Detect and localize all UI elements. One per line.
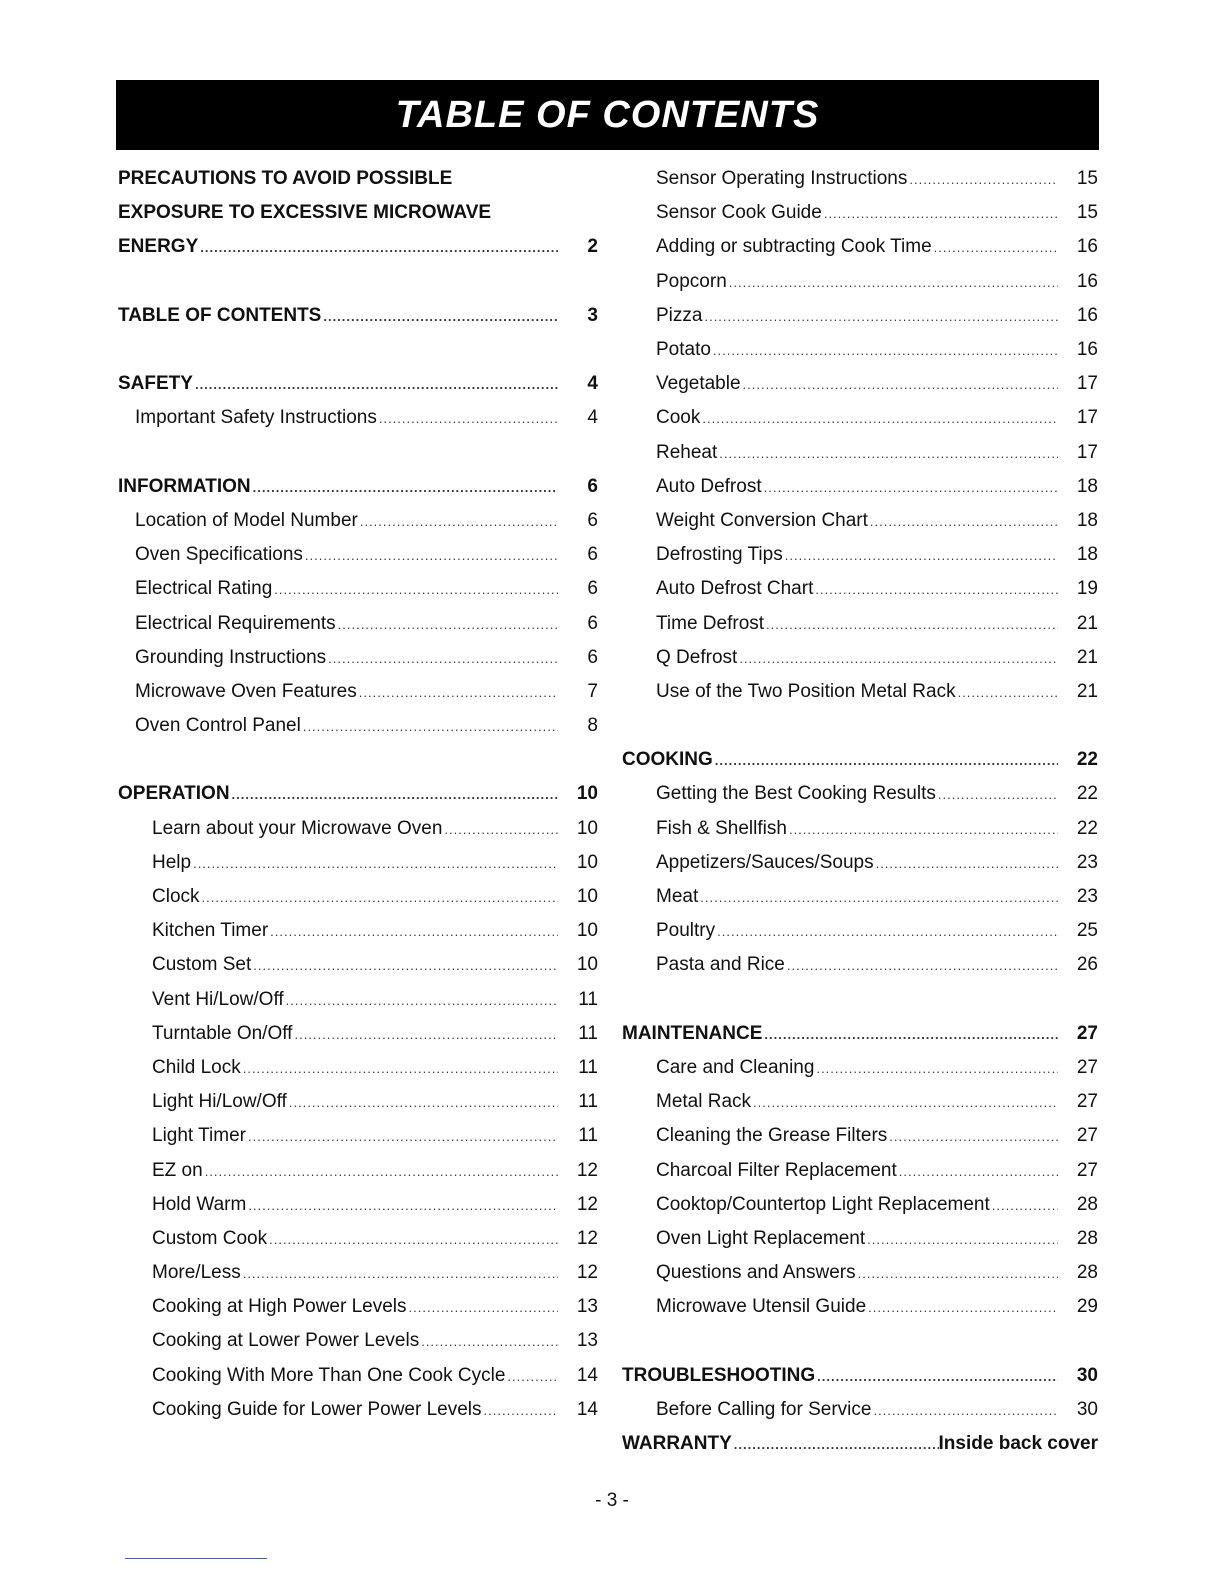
toc-entry[interactable]: [118, 538, 598, 572]
leader-dots: [729, 271, 1058, 293]
leader-dots: [444, 818, 558, 840]
toc-entry[interactable]: [622, 846, 1098, 880]
entry-page: 18: [1076, 544, 1098, 566]
leader-dots: [248, 1125, 558, 1147]
entry-page: 11: [578, 1125, 598, 1147]
entry-page: 16: [1076, 236, 1098, 258]
entry-label: Weight Conversion Chart: [656, 509, 868, 531]
toc-entry[interactable]: [118, 1051, 598, 1085]
entry-label: Potato: [656, 339, 711, 361]
toc-entry[interactable]: [622, 401, 1098, 435]
toc-entry[interactable]: [622, 914, 1098, 948]
entry-label: EXPOSURE TO EXCESSIVE MICROWAVE: [118, 202, 492, 224]
entry-label: Turntable On/Off: [152, 1022, 293, 1044]
entry-label: Kitchen Timer: [152, 920, 269, 942]
entry-page: 18: [1076, 509, 1098, 531]
entry-page: 17: [1076, 441, 1098, 463]
toc-entry[interactable]: [118, 401, 598, 435]
entry-page: Inside back cover: [938, 1433, 1098, 1455]
entry-label: INFORMATION: [118, 475, 251, 497]
leader-dots: [938, 783, 1058, 805]
entry-page: 18: [1076, 475, 1098, 497]
entry-label: Defrosting Tips: [656, 544, 783, 566]
leader-dots: [909, 168, 1058, 190]
leader-dots: [359, 681, 558, 703]
entry-label: Light Timer: [152, 1125, 246, 1147]
toc-entry[interactable]: [118, 1290, 598, 1324]
entry-label: Cooking With More Than One Cook Cycle: [152, 1364, 506, 1386]
toc-entry[interactable]: [118, 846, 598, 880]
entry-page: 6: [587, 509, 598, 531]
toc-entry[interactable]: [622, 812, 1098, 846]
leader-dots: [958, 681, 1058, 703]
leader-dots: [785, 544, 1058, 566]
entry-page: 12: [576, 1159, 598, 1181]
entry-page: 17: [1076, 373, 1098, 395]
leader-dots: [338, 613, 558, 635]
entry-page: 14: [576, 1364, 598, 1386]
leader-dots: [889, 1125, 1058, 1147]
entry-page: 15: [1076, 202, 1098, 224]
toc-entry[interactable]: [622, 265, 1098, 299]
entry-label: Popcorn: [656, 270, 727, 292]
toc-entry[interactable]: [118, 504, 598, 538]
toc-entry[interactable]: [622, 606, 1098, 640]
entry-label: Electrical Requirements: [135, 612, 336, 634]
toc-entry[interactable]: [622, 299, 1098, 333]
toc-entry[interactable]: [118, 709, 598, 743]
leader-dots: [243, 1057, 558, 1079]
toc-entry[interactable]: [118, 1256, 598, 1290]
entry-label: Cleaning the Grease Filters: [656, 1125, 888, 1147]
leader-dots: [858, 1262, 1058, 1284]
entry-label: Oven Light Replacement: [656, 1227, 866, 1249]
entry-label: EZ on: [152, 1159, 203, 1181]
entry-page: 17: [1076, 407, 1098, 429]
entry-label: SAFETY: [118, 373, 193, 395]
toc-header-bar: [116, 80, 1099, 150]
page-title: TABLE OF CONTENTS: [395, 93, 820, 136]
toc-section-warranty[interactable]: [622, 1427, 1098, 1461]
entry-page: 28: [1076, 1227, 1098, 1249]
leader-dots: [816, 1057, 1058, 1079]
entry-page: 12: [576, 1227, 598, 1249]
entry-label: Charcoal Filter Replacement: [656, 1159, 897, 1181]
entry-page: 27: [1076, 1125, 1098, 1147]
toc-left-column: [118, 162, 598, 1427]
entry-page: 19: [1076, 578, 1098, 600]
toc-entry[interactable]: [622, 1153, 1098, 1187]
entry-label: Child Lock: [152, 1056, 241, 1078]
leader-dots: [739, 647, 1058, 669]
toc-section-cooking[interactable]: [622, 743, 1098, 777]
entry-page: 10: [576, 783, 598, 805]
leader-dots: [195, 373, 558, 395]
toc-entry[interactable]: [118, 880, 598, 914]
entry-page: 11: [578, 1091, 598, 1113]
toc-entry[interactable]: [118, 1017, 598, 1051]
entry-label: Use of the Two Position Metal Rack: [656, 680, 956, 702]
entry-label: Grounding Instructions: [135, 646, 327, 668]
entry-label: WARRANTY: [622, 1433, 732, 1455]
entry-page: 28: [1076, 1262, 1098, 1284]
toc-entry[interactable]: [118, 948, 598, 982]
toc-entry[interactable]: [118, 1153, 598, 1187]
toc-entry[interactable]: [118, 1188, 598, 1222]
toc-entry[interactable]: [622, 230, 1098, 264]
leader-dots: [824, 202, 1058, 224]
toc-entry[interactable]: [622, 470, 1098, 504]
entry-page: 30: [1076, 1398, 1098, 1420]
entry-label: TROUBLESHOOTING: [622, 1364, 816, 1386]
entry-label: Auto Defrost Chart: [656, 578, 814, 600]
entry-page: 23: [1076, 851, 1098, 873]
leader-dots: [205, 1160, 558, 1182]
leader-dots: [713, 339, 1058, 361]
entry-page: 6: [587, 578, 598, 600]
leader-dots: [379, 407, 558, 429]
entry-label: More/Less: [152, 1262, 241, 1284]
entry-label: PRECAUTIONS TO AVOID POSSIBLE: [118, 168, 453, 190]
entry-page: 13: [576, 1296, 598, 1318]
entry-page: 10: [576, 886, 598, 908]
leader-dots: [248, 1194, 558, 1216]
entry-label: Pizza: [656, 304, 703, 326]
leader-dots: [243, 1262, 558, 1284]
toc-entry[interactable]: [118, 606, 598, 640]
entry-page: 12: [576, 1262, 598, 1284]
entry-label: Custom Cook: [152, 1227, 268, 1249]
toc-entry[interactable]: [118, 675, 598, 709]
entry-label: MAINTENANCE: [622, 1022, 763, 1044]
toc-entry[interactable]: [622, 1085, 1098, 1119]
entry-label: Appetizers/Sauces/Soups: [656, 851, 874, 873]
entry-page: 22: [1076, 783, 1098, 805]
entry-label: Time Defrost: [656, 612, 765, 634]
leader-dots: [232, 783, 558, 805]
leader-dots: [286, 989, 558, 1011]
entry-page: 30: [1076, 1364, 1098, 1386]
toc-entry[interactable]: [622, 1256, 1098, 1290]
toc-entry[interactable]: [622, 162, 1098, 196]
entry-page: 11: [578, 1022, 598, 1044]
toc-section-maintenance[interactable]: [622, 1017, 1098, 1051]
toc-entry-precautions[interactable]: [118, 230, 598, 264]
toc-entry[interactable]: [622, 504, 1098, 538]
entry-page: 11: [578, 988, 598, 1010]
leader-dots: [815, 578, 1058, 600]
toc-entry[interactable]: [118, 914, 598, 948]
toc-entry[interactable]: [118, 1222, 598, 1256]
entry-page: 6: [587, 646, 598, 668]
leader-dots: [360, 510, 558, 532]
entry-label: OPERATION: [118, 783, 230, 805]
toc-entry[interactable]: [622, 1188, 1098, 1222]
leader-dots: [700, 886, 1058, 908]
toc-entry-table-of-contents[interactable]: [118, 299, 598, 333]
entry-label: Poultry: [656, 920, 716, 942]
leader-dots: [867, 1228, 1058, 1250]
entry-page: 27: [1076, 1159, 1098, 1181]
entry-page: 23: [1076, 886, 1098, 908]
entry-label: Adding or subtracting Cook Time: [656, 236, 932, 258]
leader-dots: [294, 1023, 558, 1045]
leader-dots: [743, 373, 1058, 395]
leader-dots: [507, 1365, 558, 1387]
entry-label: Cooking Guide for Lower Power Levels: [152, 1398, 482, 1420]
leader-dots: [992, 1194, 1058, 1216]
leader-dots: [484, 1399, 558, 1421]
leader-dots: [766, 613, 1058, 635]
leader-dots: [868, 1296, 1058, 1318]
entry-label: Oven Specifications: [135, 544, 303, 566]
entry-label: Metal Rack: [656, 1091, 752, 1113]
toc-entry[interactable]: [622, 572, 1098, 606]
leader-dots: [934, 236, 1058, 258]
leader-dots: [789, 818, 1058, 840]
toc-section-troubleshooting[interactable]: [622, 1359, 1098, 1393]
toc-entry[interactable]: [622, 641, 1098, 675]
toc-entry[interactable]: [622, 1290, 1098, 1324]
entry-label: TABLE OF CONTENTS: [118, 304, 322, 326]
leader-dots: [328, 647, 558, 669]
leader-dots: [409, 1296, 558, 1318]
entry-label: Important Safety Instructions: [135, 407, 377, 429]
entry-page: 3: [587, 304, 598, 326]
leader-dots: [270, 920, 558, 942]
entry-page: 4: [587, 373, 598, 395]
entry-page: 10: [576, 954, 598, 976]
toc-entry[interactable]: [118, 812, 598, 846]
toc-entry[interactable]: [118, 641, 598, 675]
entry-page: 21: [1076, 646, 1098, 668]
leader-dots: [323, 305, 558, 327]
leader-dots: [274, 578, 558, 600]
leader-dots: [787, 954, 1058, 976]
decorative-underline: [125, 1558, 267, 1559]
entry-page: 10: [576, 851, 598, 873]
entry-label: Clock: [152, 886, 200, 908]
entry-label: Oven Control Panel: [135, 715, 301, 737]
leader-dots: [876, 852, 1058, 874]
toc-entry[interactable]: [622, 675, 1098, 709]
leader-dots: [303, 715, 558, 737]
leader-dots: [704, 305, 1058, 327]
entry-page: 22: [1076, 817, 1098, 839]
page-number: - 3 -: [595, 1490, 629, 1511]
entry-label: Sensor Cook Guide: [656, 202, 822, 224]
toc-right-column: [622, 162, 1098, 1461]
toc-entry[interactable]: [118, 572, 598, 606]
entry-label: Custom Set: [152, 954, 252, 976]
entry-label: Cooktop/Countertop Light Replacement: [656, 1193, 990, 1215]
entry-page: 6: [587, 544, 598, 566]
entry-page: 13: [576, 1330, 598, 1352]
leader-dots: [421, 1330, 558, 1352]
entry-label: Sensor Operating Instructions: [656, 168, 908, 190]
toc-entry[interactable]: [622, 880, 1098, 914]
leader-dots: [753, 1091, 1058, 1113]
leader-dots: [717, 920, 1058, 942]
entry-label: Location of Model Number: [135, 509, 358, 531]
entry-label: Electrical Rating: [135, 578, 273, 600]
entry-page: 10: [576, 920, 598, 942]
toc-entry[interactable]: [622, 1051, 1098, 1085]
entry-label: Pasta and Rice: [656, 954, 785, 976]
leader-dots: [193, 852, 558, 874]
entry-label: Microwave Oven Features: [135, 680, 357, 702]
entry-label: Getting the Best Cooking Results: [656, 783, 936, 805]
entry-page: 7: [587, 680, 598, 702]
toc-entry[interactable]: [622, 367, 1098, 401]
toc-entry[interactable]: [622, 948, 1098, 982]
toc-entry[interactable]: [622, 1119, 1098, 1153]
leader-dots: [253, 476, 558, 498]
entry-page: 6: [587, 612, 598, 634]
entry-page: 21: [1076, 612, 1098, 634]
entry-label: Learn about your Microwave Oven: [152, 817, 443, 839]
entry-page: 2: [587, 236, 598, 258]
entry-page: 28: [1076, 1193, 1098, 1215]
entry-label: Cook: [656, 407, 701, 429]
entry-label: ENERGY: [118, 236, 199, 258]
entry-page: 29: [1076, 1296, 1098, 1318]
entry-label: Questions and Answers: [656, 1262, 856, 1284]
entry-page: 21: [1076, 680, 1098, 702]
toc-entry[interactable]: [118, 1119, 598, 1153]
toc-section-operation[interactable]: [118, 777, 598, 811]
leader-dots: [202, 886, 558, 908]
leader-dots: [715, 749, 1058, 771]
entry-label: Fish & Shellfish: [656, 817, 787, 839]
toc-section-information[interactable]: [118, 470, 598, 504]
leader-dots: [870, 510, 1058, 532]
entry-page: 11: [578, 1056, 598, 1078]
toc-entry[interactable]: [622, 436, 1098, 470]
entry-label: Help: [152, 851, 192, 873]
entry-label: Microwave Utensil Guide: [656, 1296, 867, 1318]
toc-entry[interactable]: [622, 333, 1098, 367]
entry-page: 12: [576, 1193, 598, 1215]
leader-dots: [253, 954, 558, 976]
entry-label: Cooking at Lower Power Levels: [152, 1330, 420, 1352]
entry-label: Q Defrost: [656, 646, 738, 668]
entry-label: Meat: [656, 886, 699, 908]
leader-dots: [764, 476, 1058, 498]
entry-page: 15: [1076, 168, 1098, 190]
entry-page: 6: [587, 475, 598, 497]
entry-page: 27: [1076, 1022, 1098, 1044]
toc-entry[interactable]: [622, 196, 1098, 230]
entry-label: Before Calling for Service: [656, 1398, 872, 1420]
toc-entry[interactable]: [622, 777, 1098, 811]
entry-page: 16: [1076, 339, 1098, 361]
entry-page: 22: [1076, 749, 1098, 771]
toc-entry[interactable]: [118, 1324, 598, 1358]
toc-entry[interactable]: [622, 1393, 1098, 1427]
leader-dots: [289, 1091, 558, 1113]
entry-page: 26: [1076, 954, 1098, 976]
entry-page: 27: [1076, 1056, 1098, 1078]
toc-entry-precautions-line2[interactable]: [118, 196, 598, 230]
leader-dots: [873, 1399, 1058, 1421]
entry-page: 25: [1076, 920, 1098, 942]
entry-label: Hold Warm: [152, 1193, 247, 1215]
entry-label: Cooking at High Power Levels: [152, 1296, 407, 1318]
leader-dots: [200, 236, 558, 258]
toc-entry[interactable]: [622, 538, 1098, 572]
leader-dots: [305, 544, 558, 566]
leader-dots: [899, 1160, 1058, 1182]
leader-dots: [719, 442, 1058, 464]
toc-entry[interactable]: [118, 1085, 598, 1119]
entry-label: Light Hi/Low/Off: [152, 1091, 287, 1113]
toc-section-safety[interactable]: [118, 367, 598, 401]
leader-dots: [817, 1365, 1058, 1387]
entry-page: 8: [587, 715, 598, 737]
entry-label: Reheat: [656, 441, 718, 463]
entry-page: 16: [1076, 304, 1098, 326]
entry-page: 4: [587, 407, 598, 429]
toc-entry[interactable]: [622, 1222, 1098, 1256]
toc-entry[interactable]: [118, 983, 598, 1017]
entry-page: 27: [1076, 1091, 1098, 1113]
entry-label: Vent Hi/Low/Off: [152, 988, 284, 1010]
leader-dots: [269, 1228, 558, 1250]
entry-label: COOKING: [622, 749, 713, 771]
toc-entry[interactable]: [118, 1359, 598, 1393]
toc-entry[interactable]: [118, 1393, 598, 1427]
leader-dots: [764, 1023, 1058, 1045]
entry-page: 10: [576, 817, 598, 839]
entry-label: Auto Defrost: [656, 475, 762, 497]
leader-dots: [734, 1433, 939, 1455]
toc-entry-precautions-line1[interactable]: [118, 162, 598, 196]
leader-dots: [702, 407, 1058, 429]
entry-page: 16: [1076, 270, 1098, 292]
entry-label: Vegetable: [656, 373, 741, 395]
entry-page: 14: [576, 1398, 598, 1420]
entry-label: Care and Cleaning: [656, 1056, 815, 1078]
